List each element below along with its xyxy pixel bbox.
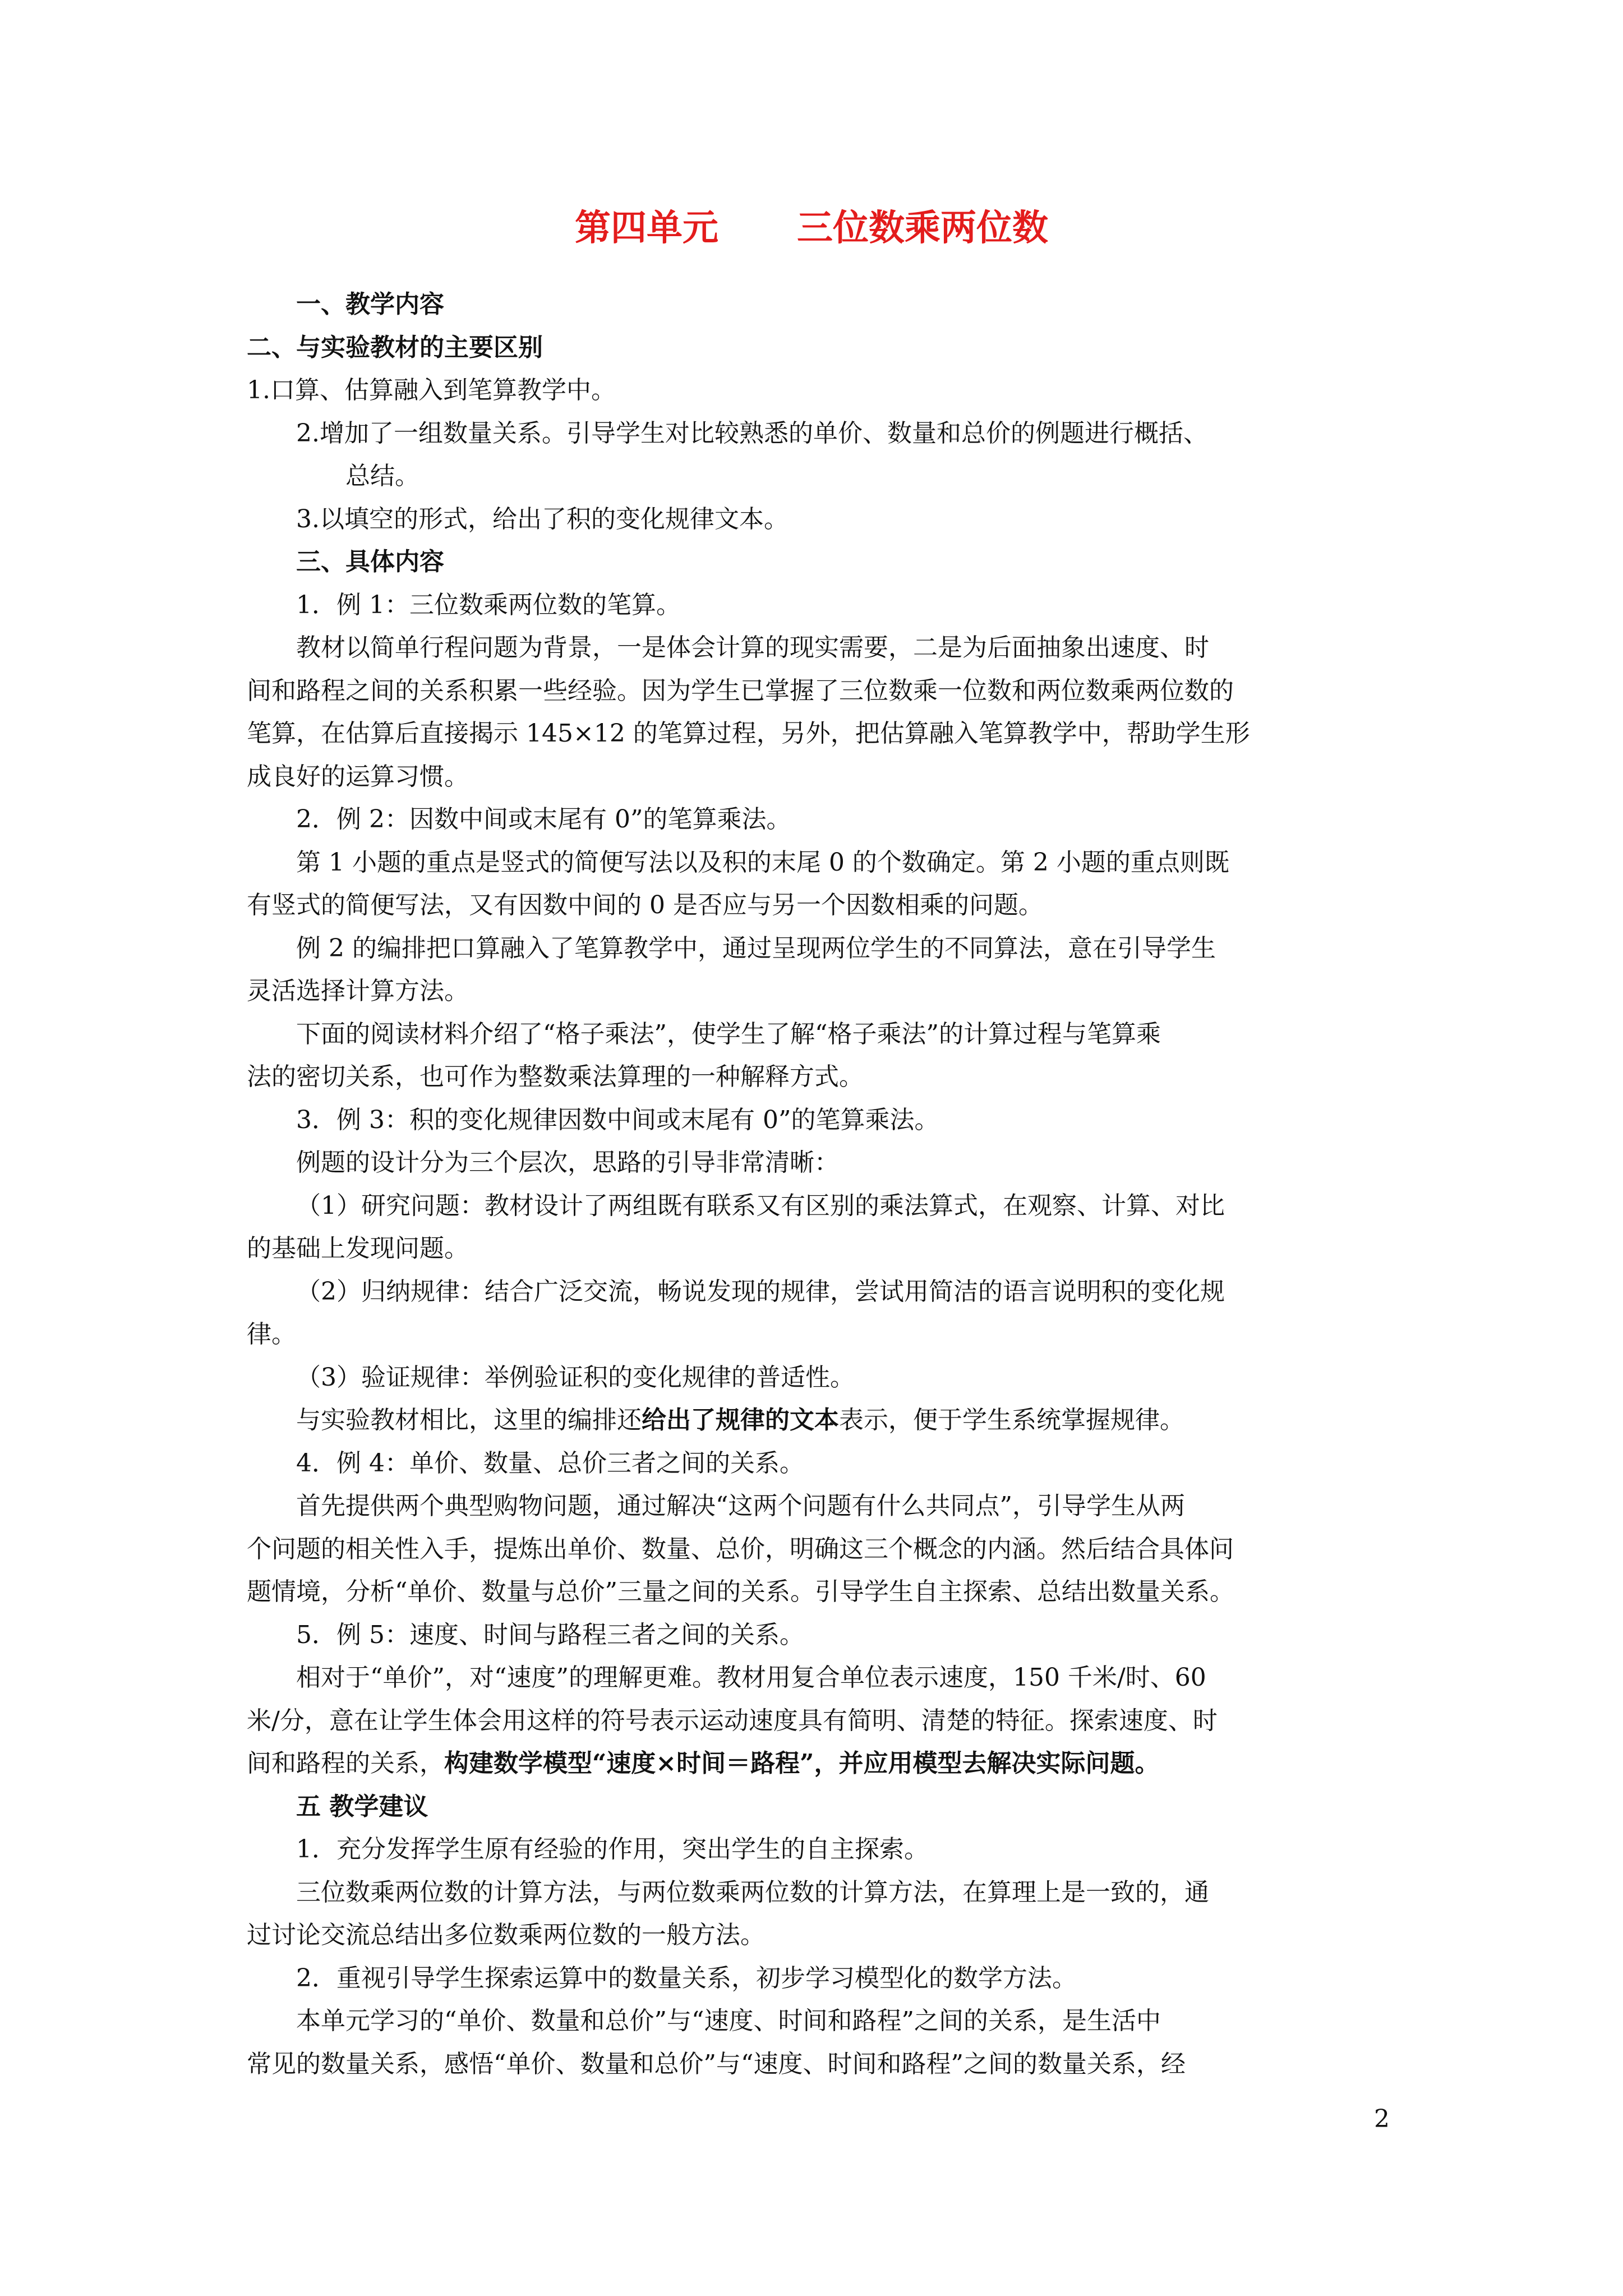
paragraph-line: （3）验证规律：举例验证积的变化规律的普适性。 <box>296 1363 855 1392</box>
text-run: 与实验教材相比，这里的编排还 <box>296 1406 642 1434</box>
example-heading: 2．例 2：因数中间或末尾有 0”的笔算乘法。 <box>296 805 791 834</box>
paragraph-line: 米/分，意在让学生体会用这样的符号表示运动速度具有简明、清楚的特征。探索速度、时 <box>247 1706 1218 1735</box>
example-heading: 4．例 4：单价、数量、总价三者之间的关系。 <box>296 1448 804 1478</box>
paragraph-line: 常见的数量关系，感悟“单价、数量和总价”与“速度、时间和路程”之间的数量关系，经 <box>247 2049 1186 2078</box>
paragraph-line <box>247 1399 1396 1442</box>
page-number: 2 <box>1374 2105 1390 2133</box>
list-item: 1．充分发挥学生原有经验的作用，突出学生的自主探索。 <box>296 1835 929 1864</box>
paragraph-line: 过讨论交流总结出多位数乘两位数的一般方法。 <box>247 1921 765 1949</box>
bold-text-run: 构建数学模型“速度×时间＝路程”，并应用模型去解决实际问题。 <box>444 1749 1160 1778</box>
title-topic: 三位数乘两位数 <box>797 207 1048 249</box>
section-heading: 一、教学内容 <box>296 290 444 319</box>
document-body <box>247 283 1396 2086</box>
text-run: 间和路程的关系， <box>247 1749 444 1778</box>
paragraph-line: 的基础上发现问题。 <box>247 1234 469 1263</box>
list-item: 1.口算、估算融入到笔算教学中。 <box>247 376 616 404</box>
paragraph-line: （1）研究问题：教材设计了两组既有联系又有区别的乘法算式，在观察、计算、对比 <box>296 1191 1225 1220</box>
paragraph-line: 灵活选择计算方法。 <box>247 977 469 1005</box>
paragraph-line: 第 1 小题的重点是竖式的简便写法以及积的末尾 0 的个数确定。第 2 小题的重点则既 <box>296 848 1229 877</box>
paragraph-line: 相对于“单价”，对“速度”的理解更难。教材用复合单位表示速度，150 千米/时、60 <box>296 1663 1206 1692</box>
paragraph-line: 教材以简单行程问题为背景，一是体会计算的现实需要，二是为后面抽象出速度、时 <box>296 633 1209 662</box>
bold-text-run: 给出了规律的文本 <box>642 1406 839 1434</box>
paragraph-line: 本单元学习的“单价、数量和总价”与“速度、时间和路程”之间的关系，是生活中 <box>296 2007 1161 2035</box>
paragraph-line: 律。 <box>247 1320 296 1349</box>
paragraph-line: 下面的阅读材料介绍了“格子乘法”，使学生了解“格子乘法”的计算过程与笔算乘 <box>296 1019 1161 1048</box>
example-heading: 5．例 5：速度、时间与路程三者之间的关系。 <box>296 1620 804 1649</box>
list-item: 3.以填空的形式，给出了积的变化规律文本。 <box>296 504 789 533</box>
paragraph-line: 例题的设计分为三个层次，思路的引导非常清晰： <box>296 1148 839 1177</box>
list-item: 2．重视引导学生探索运算中的数量关系，初步学习模型化的数学方法。 <box>296 1963 1077 1993</box>
example-heading: 3．例 3：积的变化规律因数中间或末尾有 0”的笔算乘法。 <box>296 1105 939 1134</box>
paragraph-line: 首先提供两个典型购物问题，通过解决“这两个问题有什么共同点”，引导学生从两 <box>296 1492 1185 1520</box>
paragraph-line: 成良好的运算习惯。 <box>247 762 469 791</box>
paragraph-line: （2）归纳规律：结合广泛交流，畅说发现的规律，尝试用简洁的语言说明积的变化规 <box>296 1277 1225 1306</box>
paragraph-line: 例 2 的编排把口算融入了笔算教学中，通过呈现两位学生的不同算法，意在引导学生 <box>296 933 1216 963</box>
section-heading: 三、具体内容 <box>296 547 444 576</box>
list-item: 2.增加了一组数量关系。引导学生对比较熟悉的单价、数量和总价的例题进行概括、 <box>296 418 1208 448</box>
paragraph-line: 法的密切关系，也可作为整数乘法算理的一种解释方式。 <box>247 1062 864 1091</box>
document-title <box>0 207 1623 249</box>
text-run: 表示，便于学生系统掌握规律。 <box>839 1406 1184 1434</box>
paragraph-line: 有竖式的简便写法，又有因数中间的 0 是否应与另一个因数相乘的问题。 <box>247 891 1043 919</box>
example-heading: 1．例 1：三位数乘两位数的笔算。 <box>296 590 681 619</box>
paragraph-line: 笔算，在估算后直接揭示 145×12 的笔算过程，另外，把估算融入笔算教学中，帮助学生形 <box>247 719 1250 748</box>
section-heading: 五 教学建议 <box>296 1792 428 1821</box>
section-heading: 二、与实验教材的主要区别 <box>247 333 543 362</box>
paragraph-line: 题情境，分析“单价、数量与总价”三量之间的关系。引导学生自主探索、总结出数量关系。 <box>247 1577 1234 1606</box>
paragraph-line <box>247 1742 1396 1786</box>
title-unit: 第四单元 <box>575 207 718 249</box>
paragraph-line: 个问题的相关性入手，提炼出单价、数量、总价，明确这三个概念的内涵。然后结合具体问 <box>247 1534 1234 1563</box>
paragraph-line: 间和路程之间的关系积累一些经验。因为学生已掌握了三位数乘一位数和两位数乘两位数的 <box>247 676 1234 705</box>
paragraph-line: 三位数乘两位数的计算方法，与两位数乘两位数的计算方法，在算理上是一致的，通 <box>296 1878 1209 1907</box>
list-item-continuation: 总结。 <box>345 462 419 490</box>
